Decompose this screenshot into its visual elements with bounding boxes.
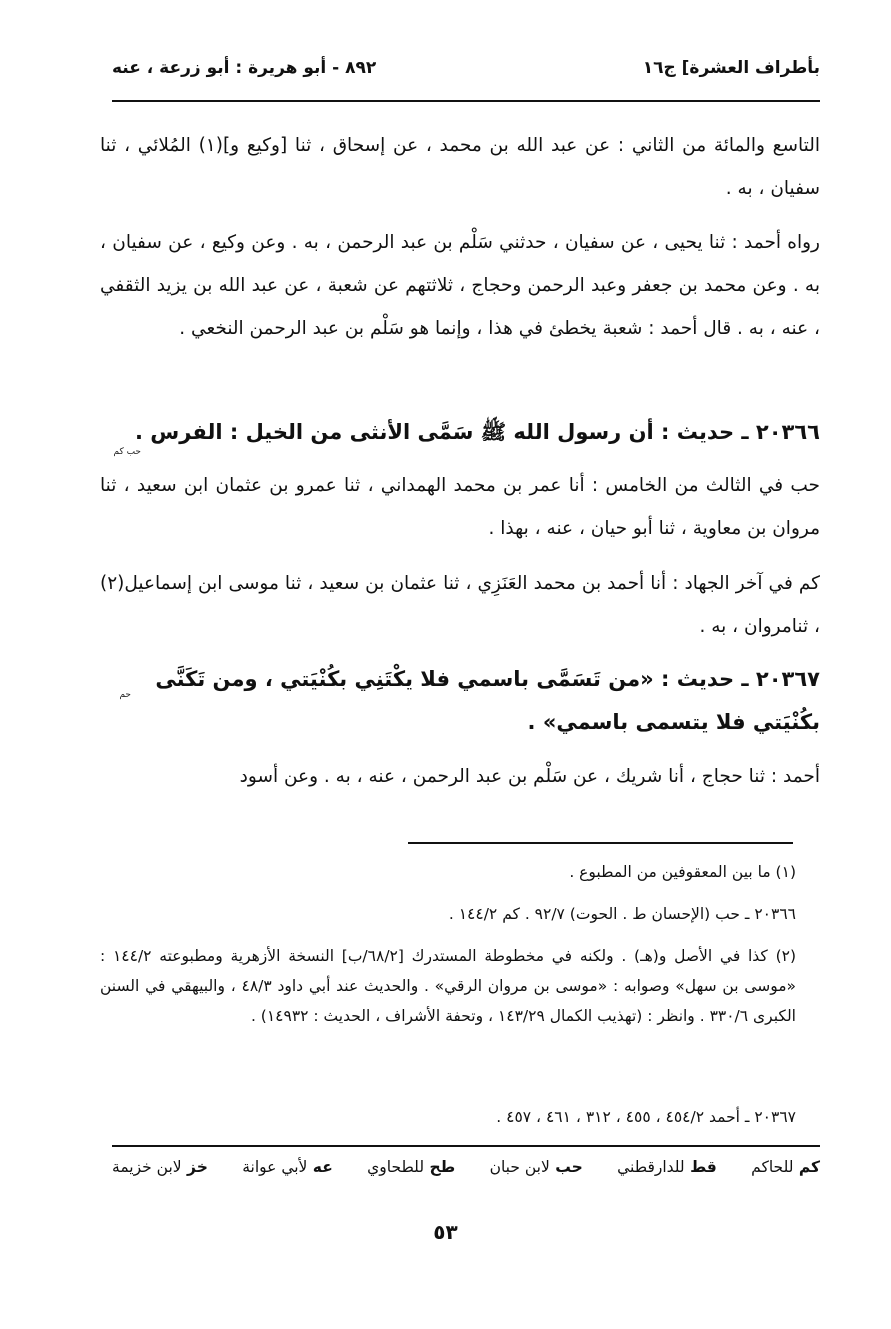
hadith-20366-para-2: كم في آخر الجهاد : أنا أحمد بن محمد العَنَزِي ، ثنا عثمان بن سعيد ، ثنا موسى ابن إسماعيل(٢) ، ثنامروان ، به . [100,573,820,637]
hadith-20366-sigla: حب كم [113,447,141,457]
legend-item: حب لابن حبان [489,1158,583,1176]
footnote-takhrij-20367: ٢٠٣٦٧ ـ أحمد ٤٥٤/٢ ، ٤٥٥ ، ٣١٢ ، ٤٦١ ، ٤٥٧ . [496,1108,796,1126]
page-number: ٥٣ [433,1220,458,1244]
footnote-2: (٢) كذا في الأصل و(هـ) . ولكنه في مخطوطة المستدرك [٦٨/٢/ب] النسخة الأزهرية ومطبوعته ١٤٤/٢ : «موسى بن سهل» وصوابه : «موسى بن مروان الرقي» . والحديث عند أبي داود ٤٨/٣ ، والبيهقي في السنن الكبرى ٣٣٠/٦ . وانظر : (تهذيب الكمال ١٤٣/٢٩ ، وتحفة الأشراف ، الحديث : ١٤٩٣٢) . [100,947,797,1025]
legend-item: طح للطحاوي [367,1158,456,1176]
abbreviation-legend [112,1158,820,1194]
hadith-20367-para-1: أحمد : ثنا حجاج ، أنا شريك ، عن سَلْم بن عبد الرحمن ، عنه ، به . وعن أسود [239,766,820,787]
footnote-separator [408,842,793,844]
hadith-20367-sigla: حم [119,690,131,700]
legend-item: عه لأبي عوانة [242,1158,333,1176]
header-left-title: ٨٩٢ - أبو هريرة : أبو زرعة ، عنه [112,58,377,78]
legend-item: قط للدارقطني [617,1158,717,1176]
running-header [112,52,820,92]
paragraph-2: رواه أحمد : ثنا يحيى ، عن سفيان ، حدثني سَلْم بن عبد الرحمن ، به . وعن وكيع ، عن سفيان ، به . وعن محمد بن جعفر وعبد الرحمن وحجاج ، ثلاثتهم عن شعبة ، عن عبد الله بن يزيد الثقفي ، عنه ، به . قال أحمد : شعبة يخطئ في هذا ، وإنما هو سَلْم بن عبد الرحمن النخعي . [100,232,820,339]
legend-item: كم للحاكم [751,1158,820,1176]
hadith-20366-para-1: حب في الثالث من الخامس : أنا عمر بن محمد الهمداني ، ثنا عمرو بن عثمان ابن سعيد ، ثنا مروان بن معاوية ، ثنا أبو حيان ، عنه ، بهذا . [100,475,820,539]
header-right-title: بأطراف العشرة] ج١٦ [642,58,820,78]
legend-item: خز لابن خزيمة [112,1158,208,1176]
paragraph-1: التاسع والمائة من الثاني : عن عبد الله بن محمد ، عن إسحاق ، ثنا [وكيع و](١) المُلائي ، ثنا سفيان ، به . [100,135,820,199]
hadith-20366-heading: ٢٠٣٦٦ ـ حديث : أن رسول الله ﷺ سَمَّى الأنثى من الخيل : الفرس . [135,420,820,444]
footnote-takhrij-20366: ٢٠٣٦٦ ـ حب (الإحسان ط . الحوت) ٩٢/٧ . كم ١٤٤/٢ . [448,905,796,923]
legend-rule [112,1145,820,1147]
header-rule [112,100,820,102]
footnote-1: (١) ما بين المعقوفين من المطبوع . [569,863,796,881]
hadith-20367-heading: ٢٠٣٦٧ ـ حديث : «من تَسَمَّى باسمي فلا يكْتَنِي بكُنْيَتي ، ومن تَكَنَّى بكُنْيَتي فلا يتسمى باسمي» . [155,667,820,734]
